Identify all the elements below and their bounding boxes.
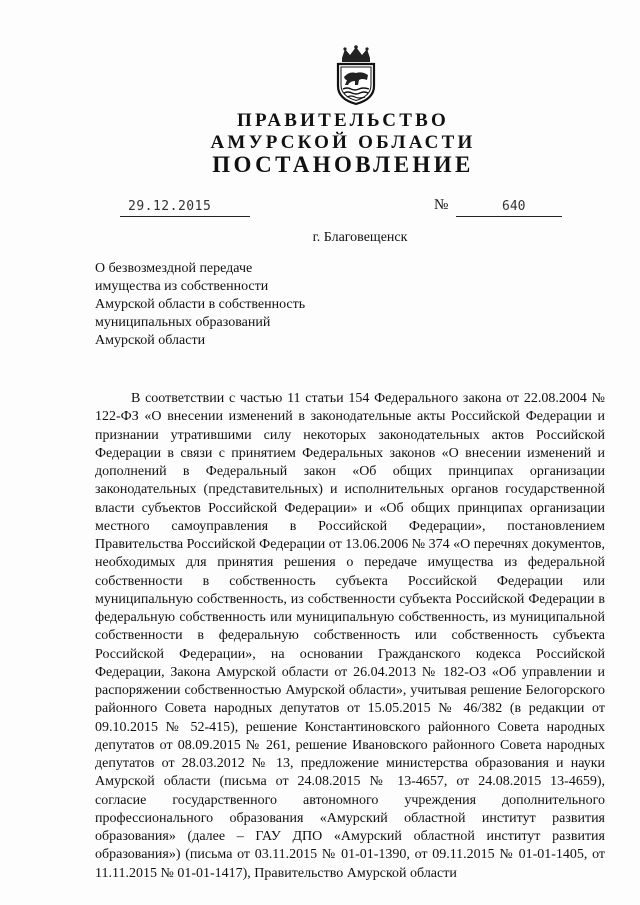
document-type-heading: ПОСТАНОВЛЕНИЕ	[212, 152, 474, 177]
subject-line: имущества из собственности	[95, 279, 269, 294]
government-title	[0, 110, 640, 154]
government-name-line1: ПРАВИТЕЛЬСТВО	[237, 110, 449, 131]
number-sign: №	[434, 197, 449, 213]
subject-line: О безвозмездной передаче	[95, 261, 253, 276]
body-paragraph: В соответствии с частью 11 статьи 154 Федерального закона от 22.08.2004 № 122-ФЗ «О внесении изменений в законодательные акты Российской Федерации и признании утратившими силу некоторых законодательных актов Российской Федерации в связи с принятием Федеральных законов «О внесении изменений и дополнений в Федеральный закон «Об общих принципах организации законодательных (представительных) и исполнительных органов государственной власти субъектов Российской Федерации» и «Об общих принципах организации местного самоуправления в Российской Федерации», постановлением Правительства Российской Федерации от 13.06.2006 № 374 «О перечнях документов, необходимых для принятия решения о передаче имущества из федеральной собственности в собственность субъекта Российской Федерации или муниципальную собственность, из собственности субъекта Российской Федерации в федеральную собственность или муниципальную собственность, из муниципальной собственности в федеральную собственность или собственность субъекта Российской Федерации», на основании Гражданского кодекса Российской Федерации, Закона Амурской области от 26.04.2013 № 182-ОЗ «Об управлении и распоряжении собственностью Амурской области», учитывая решение Белогорского районного Совета народных депутатов от 15.05.2015 № 46/382 (в редакции от 09.10.2015 № 52-415), решение Константиновского районного Совета народных депутатов от 08.09.2015 № 261, решение Ивановского районного Совета народных депутатов от 28.03.2012 № 13, предложение министерства образования и науки Амурской области (письма от 24.08.2015 № 13-4657, от 24.08.2015 13-4659), согласие государственного автономного учреждения дополнительного профессионального образования «Амурский областной институт развития образования» (далее – ГАУ ДПО «Амурский областной институт развития образования») (письма от 03.11.2015 № 01-01-1390, от 09.11.2015 № 01-01-1405, от 11.11.2015 № 01-01-1417), Правительство Амурской области	[95, 391, 605, 881]
amur-region-coat-of-arms-icon	[331, 44, 381, 106]
number-field	[456, 200, 562, 217]
subject-line: Амурской области	[95, 333, 206, 348]
subject-line: муниципальных образований	[95, 315, 271, 330]
city-line: г. Благовещенск	[312, 230, 408, 245]
document-date: 29.12.2015	[128, 199, 212, 214]
government-name-line2: АМУРСКОЙ ОБЛАСТИ	[210, 132, 476, 153]
document-number: 640	[502, 199, 526, 214]
date-field	[120, 200, 250, 217]
subject-line: Амурской области в собственность	[95, 297, 306, 312]
document-subject	[95, 260, 305, 350]
